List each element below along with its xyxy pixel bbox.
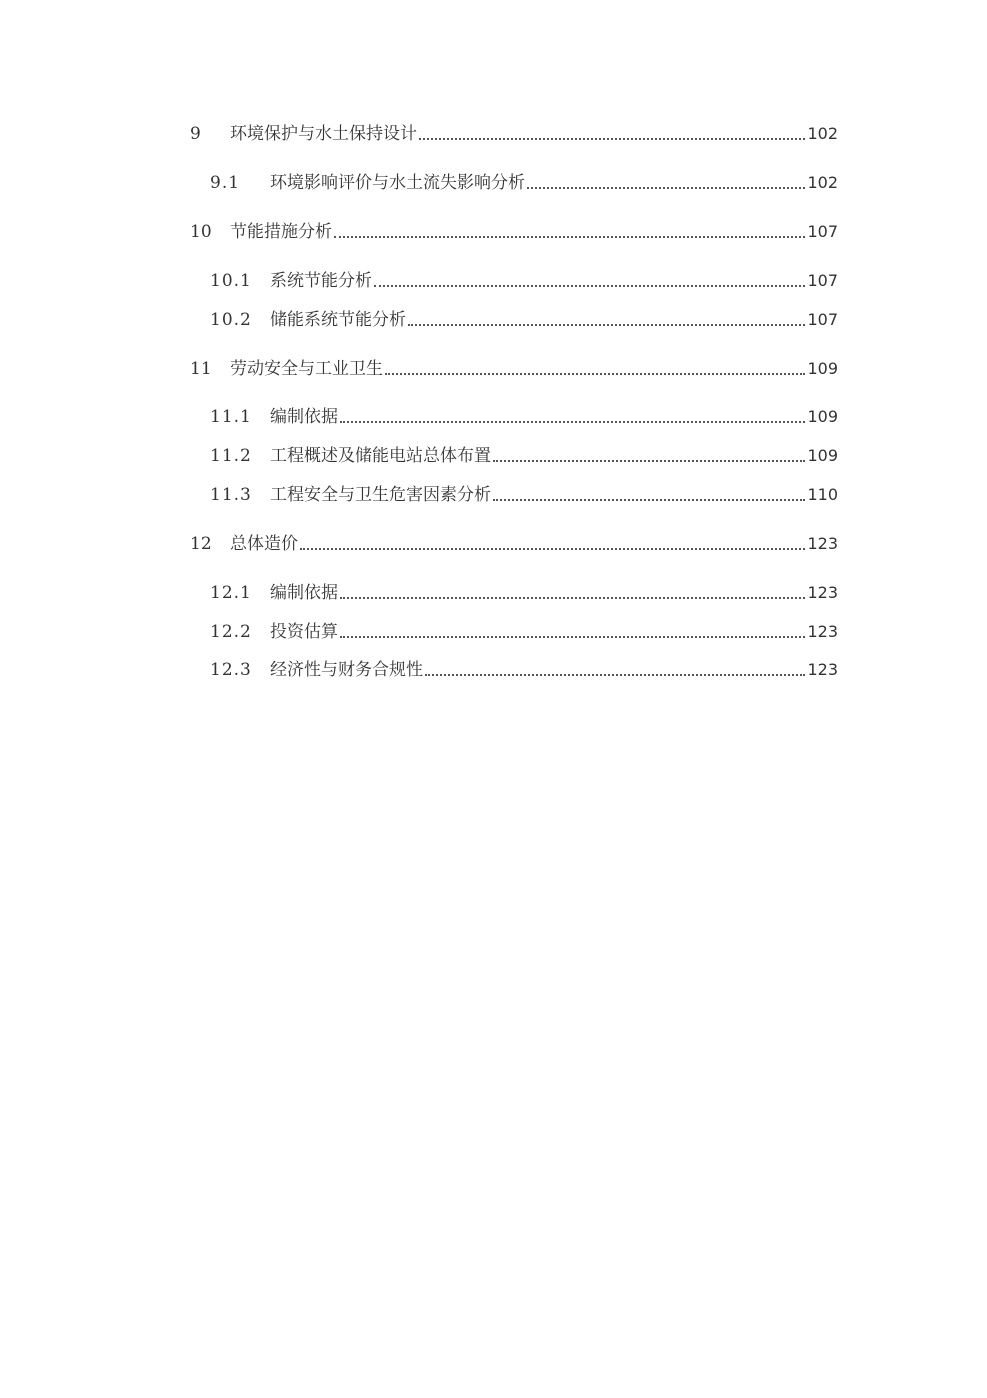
toc-title: 系统节能分析 (270, 271, 372, 291)
toc-entry-section-12-1[interactable] (210, 578, 838, 604)
toc-page-number: 102 (807, 173, 838, 192)
toc-title: 编制依据 (270, 583, 338, 603)
toc-title: 编制依据 (270, 407, 338, 427)
toc-page-number: 123 (807, 583, 838, 602)
toc-page-number: 107 (807, 222, 838, 241)
toc-number: 12 (190, 534, 212, 554)
dot-leader (374, 285, 805, 287)
toc-entry-section-11-1[interactable] (210, 402, 838, 428)
toc-entry-chapter-10[interactable] (190, 217, 838, 243)
toc-entry-chapter-9[interactable] (190, 119, 838, 145)
toc-page-number: 109 (807, 446, 838, 465)
toc-number: 12.1 (210, 583, 252, 603)
toc-number: 10 (190, 222, 212, 242)
toc-title: 工程安全与卫生危害因素分析 (270, 485, 491, 505)
toc-number: 11 (190, 359, 212, 379)
toc-number: 9.1 (210, 173, 241, 193)
toc-entry-section-11-2[interactable] (210, 441, 838, 467)
toc-title: 节能措施分析 (230, 222, 332, 242)
toc-number: 11.1 (210, 407, 252, 427)
dot-leader (408, 324, 805, 326)
toc-number: 11.2 (210, 446, 252, 466)
toc-page-number: 123 (807, 660, 838, 679)
toc-title: 总体造价 (230, 534, 298, 554)
toc-title: 环境影响评价与水土流失影响分析 (270, 173, 525, 193)
toc-number: 10.1 (210, 271, 252, 291)
toc-title: 储能系统节能分析 (270, 310, 406, 330)
dot-leader (340, 597, 805, 599)
toc-entry-chapter-12[interactable] (190, 529, 838, 555)
toc-page-number: 109 (807, 359, 838, 378)
toc-page-number: 107 (807, 310, 838, 329)
dot-leader (340, 421, 805, 423)
dot-leader (493, 460, 805, 462)
toc-page-number: 110 (807, 485, 838, 504)
toc-title: 环境保护与水土保持设计 (230, 124, 417, 144)
dot-leader (419, 138, 805, 140)
toc-entry-section-12-2[interactable] (210, 617, 838, 643)
toc-entry-section-10-1[interactable] (210, 266, 838, 292)
dot-leader (385, 373, 805, 375)
toc-title: 经济性与财务合规性 (270, 660, 423, 680)
dot-leader (425, 674, 805, 676)
toc-page-number: 102 (807, 124, 838, 143)
toc-entry-chapter-11[interactable] (190, 354, 838, 380)
toc-title: 工程概述及储能电站总体布置 (270, 446, 491, 466)
toc-number: 12.3 (210, 660, 252, 680)
toc-entry-section-9-1[interactable] (210, 168, 838, 194)
toc-number: 11.3 (210, 485, 252, 505)
toc-page-number: 123 (807, 622, 838, 641)
toc-entry-section-11-3[interactable] (210, 480, 838, 506)
dot-leader (300, 548, 805, 550)
toc-page-number: 123 (807, 534, 838, 553)
toc-page-number: 109 (807, 407, 838, 426)
toc-title: 劳动安全与工业卫生 (230, 359, 383, 379)
dot-leader (340, 636, 805, 638)
toc-number: 12.2 (210, 622, 252, 642)
dot-leader (334, 236, 805, 238)
toc-entry-section-10-2[interactable] (210, 305, 838, 331)
dot-leader (527, 187, 805, 189)
toc-number: 9 (190, 124, 201, 144)
toc-number: 10.2 (210, 310, 252, 330)
toc-entry-section-12-3[interactable] (210, 655, 838, 681)
dot-leader (493, 499, 805, 501)
toc-page-number: 107 (807, 271, 838, 290)
toc-title: 投资估算 (270, 622, 338, 642)
